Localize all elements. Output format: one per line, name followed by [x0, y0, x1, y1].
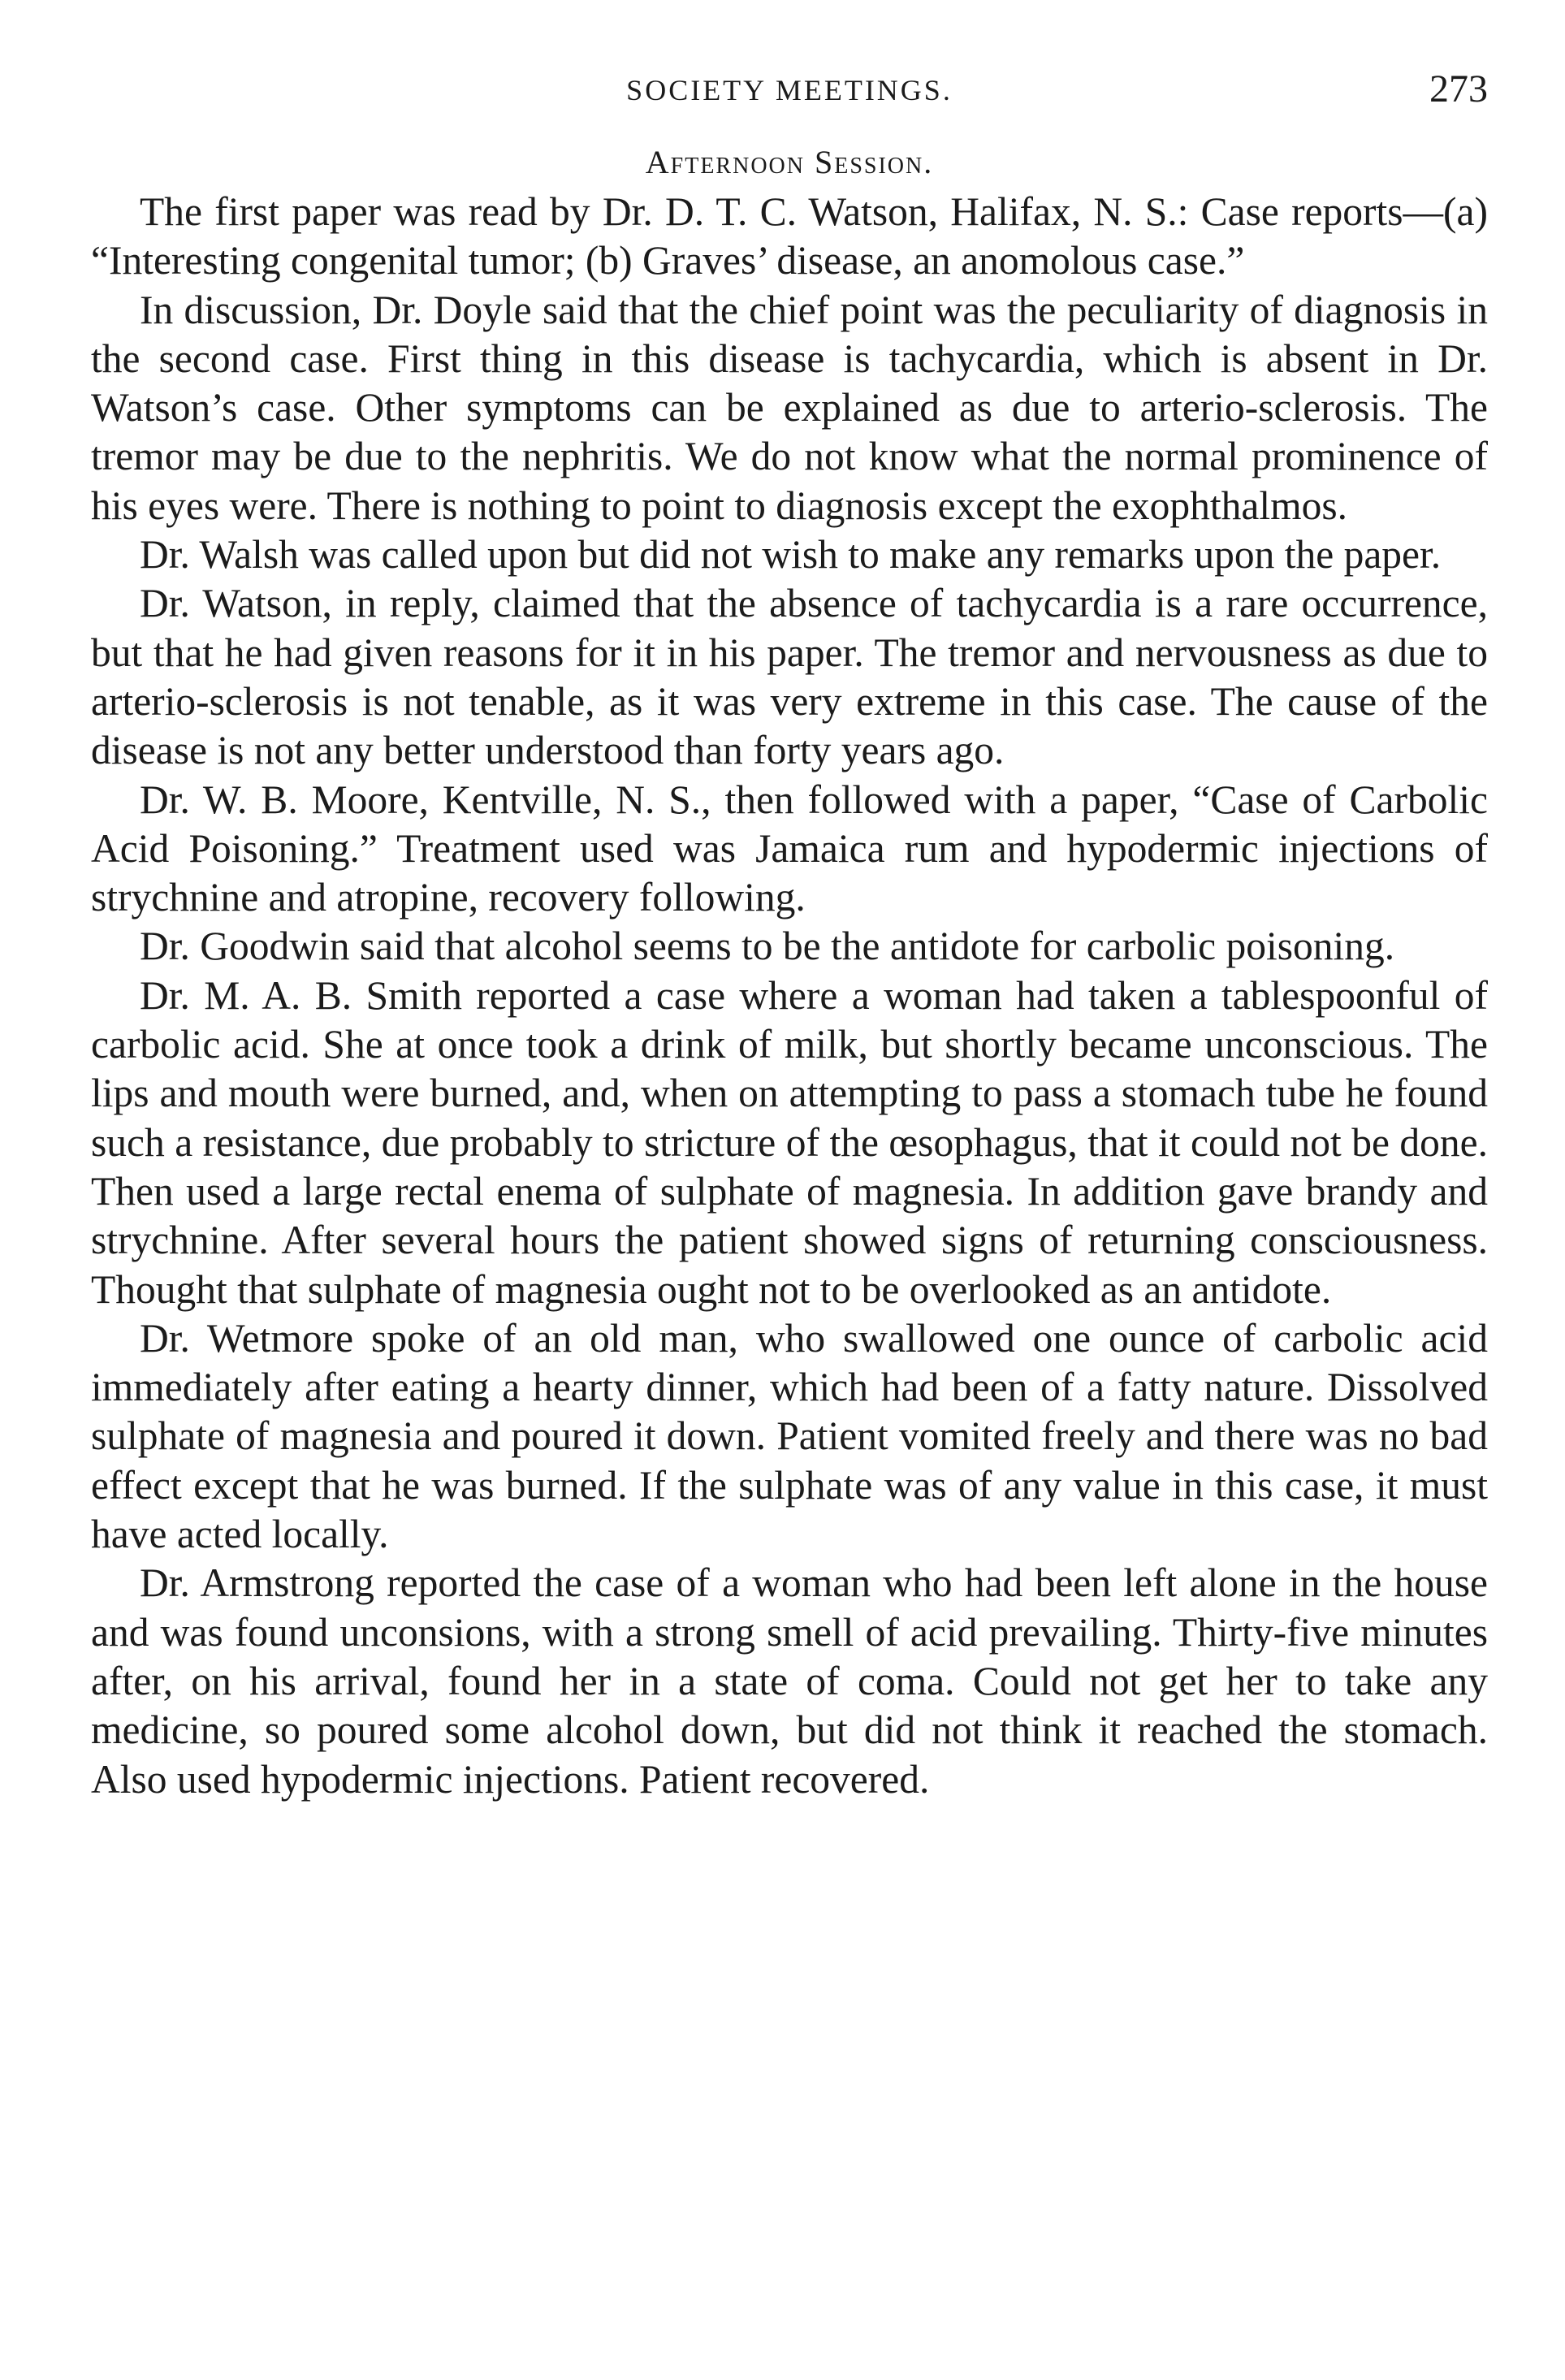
- paragraph-smith-case: Dr. M. A. B. Smith reported a case where a woman had taken a tablespoonful of carbolic acid. She at once took a drink of milk, but shortly became unconscious. The lips and mouth were burned, and, when on attempting to pass a stomach tube he found such a resistance, due probably to stricture of the œsophagus, that it could not be done. Then used a large rectal enema of sulphate of magnesia. In addition gave brandy and strychnine. After several hours the patient showed signs of returning consciousness. Thought that sulphate of magnesia ought not to be overlooked as an antidote.: [91, 972, 1488, 1312]
- paragraph-wetmore-case: Dr. Wetmore spoke of an old man, who swallowed one ounce of carbolic acid immediately after eating a hearty dinner, which had been of a fatty nature. Dissolved sulphate of magnesia and poured it down. Patient vomited freely and there was no bad effect except that he was burned. If the sulphate was of any value in this case, it must have acted locally.: [91, 1315, 1488, 1557]
- session-heading: Afternoon Session.: [645, 144, 934, 180]
- paragraph-moore-paper: Dr. W. B. Moore, Kentville, N. S., then followed with a paper, “Case of Carbolic Acid Poisoning.” Treatment used was Jamaica rum and hypodermic injections of strychnine and atropine, recovery following.: [91, 777, 1488, 920]
- paragraph-watson-reply: Dr. Watson, in reply, claimed that the absence of tachycardia is a rare occurrence, but that he had given reasons for it in his paper. The tremor and nervousness as due to arterio-sclerosis is not tenable, as it was very extreme in this case. The cause of the disease is not any better understood than forty years ago.: [91, 581, 1488, 773]
- paragraph-walsh: Dr. Walsh was called upon but did not wish to make any remarks upon the paper.: [140, 532, 1442, 578]
- body-text: [91, 188, 1488, 1804]
- paragraph-watson-paper: The first paper was read by Dr. D. T. C. Watson, Halifax, N. S.: Case reports—(a) “Interesting congenital tumor; (b) Graves’ disease, an anomolous case.”: [91, 189, 1488, 283]
- book-page: [91, 55, 1488, 1804]
- paragraph-armstrong-case: Dr. Armstrong reported the case of a woman who had been left alone in the house and was found unconsions, with a strong smell of acid prevailing. Thirty-five minutes after, on his arrival, found her in a state of coma. Could not get her to take any medicine, so poured some alcohol down, but did not think it reached the stomach. Also used hypodermic injections. Patient recovered.: [91, 1560, 1488, 1802]
- paragraph-doyle-discussion: In discussion, Dr. Doyle said that the chief point was the peculiarity of diagnosis in the second case. First thing in this disease is tachycardia, which is absent in Dr. Watson’s case. Other symptoms can be explained as due to arterio-sclerosis. The tremor may be due to the nephritis. We do not know what the normal prominence of his eyes were. There is nothing to point to diagnosis except the exophthalmos.: [91, 287, 1488, 528]
- page-number: 273: [1429, 67, 1488, 110]
- running-head: [91, 55, 1488, 128]
- running-title: SOCIETY MEETINGS.: [626, 74, 953, 106]
- paragraph-goodwin: Dr. Goodwin said that alcohol seems to be the antidote for carbolic poisoning.: [140, 924, 1395, 969]
